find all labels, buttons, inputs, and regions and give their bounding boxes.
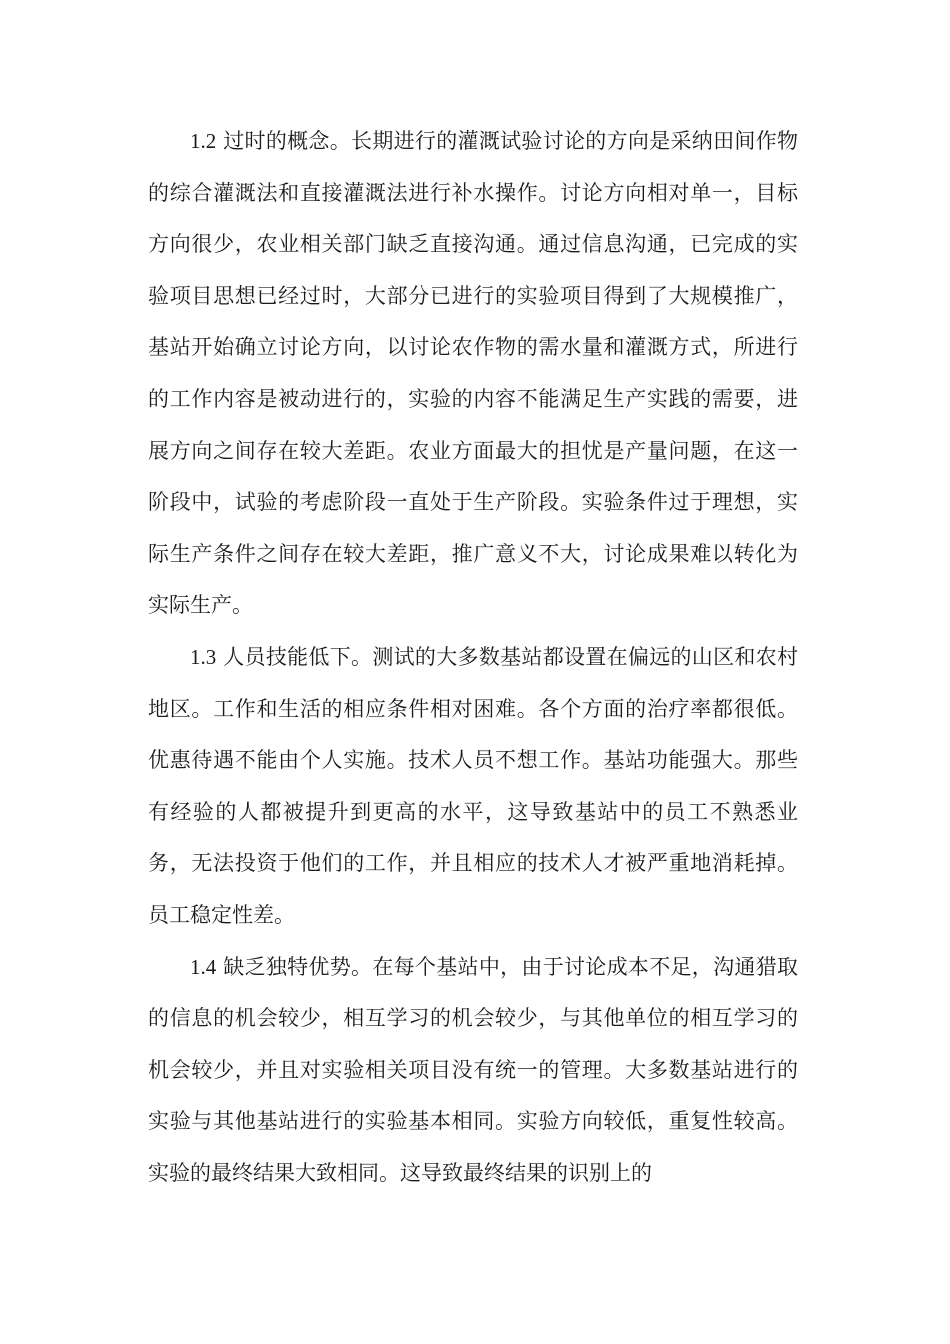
paragraph-1-3 [148,632,798,942]
section-number: 1.4 [190,954,217,979]
paragraph-text: 过时的概念。长期进行的灌溉试验讨论的方向是采纳田间作物的综合灌溉法和直接灌溉法进行补水操作。讨论方向相对单一，目标方向很少，农业相关部门缺乏直接沟通。通过信息沟通，已完成的实验项目思想已经过时，大部分已进行的实验项目得到了大规模推广，基站开始确立讨论方向，以讨论农作物的需水量和灌溉方式，所进行的工作内容是被动进行的，实验的内容不能满足生产实践的需要，进展方向之间存在较大差距。农业方面最大的担忧是产量问题，在这一阶段中，试验的考虑阶段一直处于生产阶段。实验条件过于理想，实际生产条件之间存在较大差距，推广意义不大，讨论成果难以转化为实际生产。 [148,129,798,618]
paragraph-1-4 [148,942,798,1200]
paragraph-text: 缺乏独特优势。在每个基站中，由于讨论成本不足，沟通猎取的信息的机会较少，相互学习的机会较少，与其他单位的相互学习的机会较少，并且对实验相关项目没有统一的管理。大多数基站进行的实验与其他基站进行的实验基本相同。实验方向较低，重复性较高。实验的最终结果大致相同。这导致最终结果的识别上的 [148,954,798,1185]
paragraph-1-2 [148,116,798,632]
paragraph-text: 人员技能低下。测试的大多数基站都设置在偏远的山区和农村地区。工作和生活的相应条件相对困难。各个方面的治疗率都很低。优惠待遇不能由个人实施。技术人员不想工作。基站功能强大。那些有经验的人都被提升到更高的水平，这导致基站中的员工不熟悉业务，无法投资于他们的工作，并且相应的技术人才被严重地消耗掉。员工稳定性差。 [148,644,798,927]
document-body [148,116,798,1199]
section-number: 1.3 [190,644,217,669]
section-number: 1.2 [190,129,217,153]
